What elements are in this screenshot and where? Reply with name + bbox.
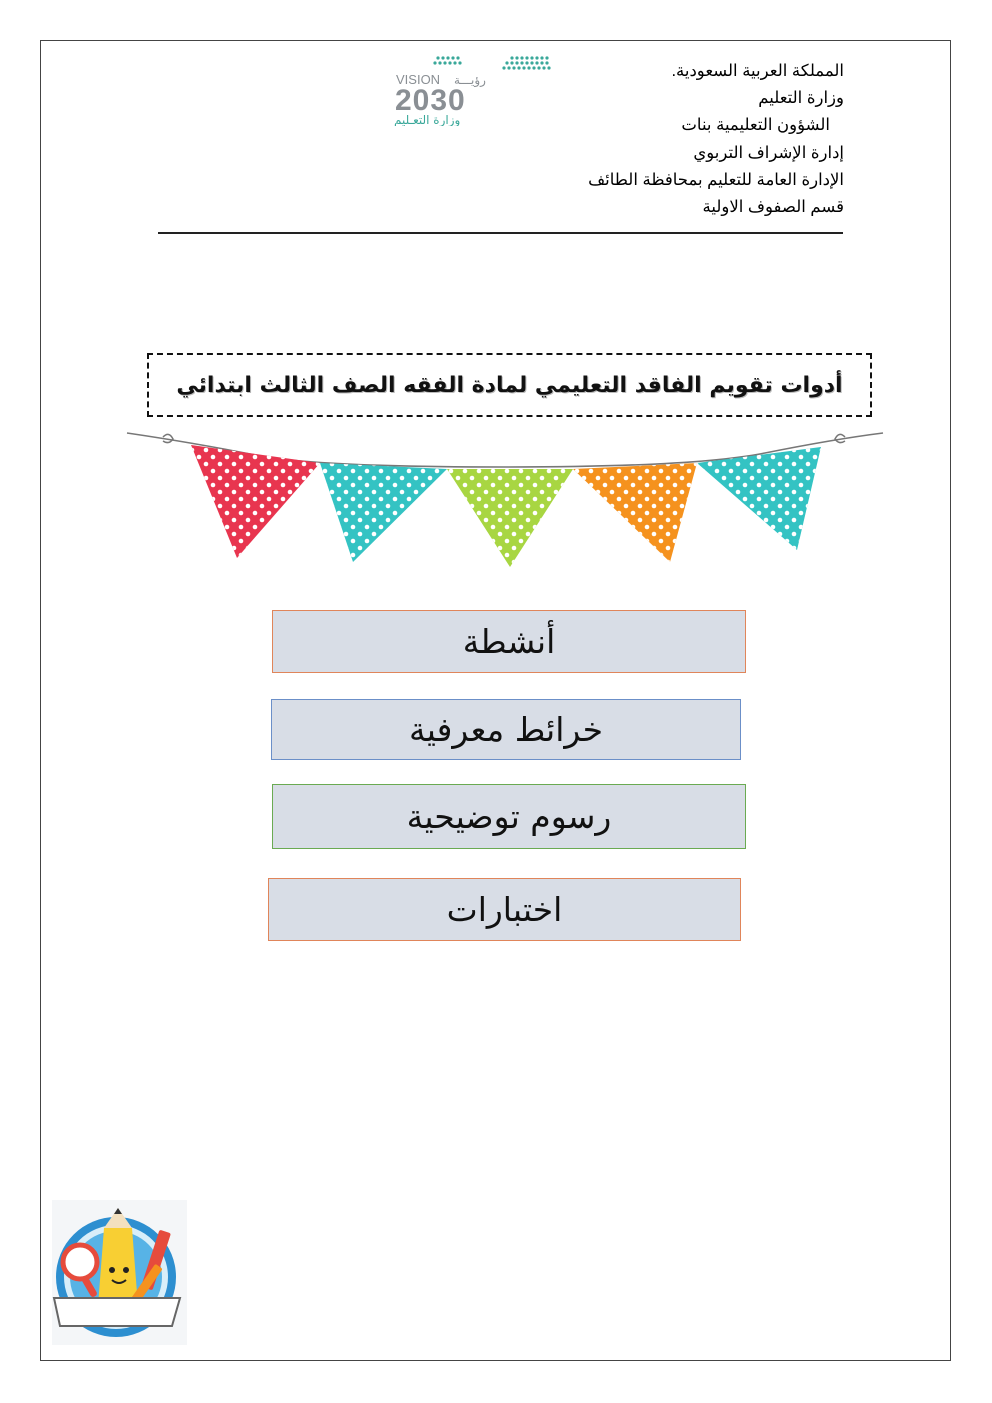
logo-ministry-ar: وزارة التعـليم bbox=[394, 113, 461, 126]
header-divider bbox=[158, 232, 843, 234]
header-line-directorate: الإدارة العامة للتعليم بمحافظة الطائف bbox=[588, 170, 844, 189]
header-block bbox=[544, 58, 844, 221]
header-line-department: قسم الصفوف الاولية bbox=[702, 198, 844, 217]
header-line-affairs: الشؤون التعليمية بنات bbox=[681, 116, 830, 135]
tool-illustrations-box bbox=[272, 784, 746, 849]
page-title: أدوات تقويم الفاقد التعليمي لمادة الفقه الصف الثالث ابتدائي bbox=[176, 372, 843, 398]
school-supplies-badge-icon bbox=[52, 1200, 187, 1345]
title-frame bbox=[147, 353, 872, 417]
tool-tests-box bbox=[268, 878, 741, 941]
logo-year: 2030 bbox=[395, 84, 466, 117]
header-line-country: المملكة العربية السعودية. bbox=[671, 62, 844, 80]
tool-concept-maps-box bbox=[271, 699, 741, 760]
flag-4 bbox=[573, 463, 697, 562]
flag-5 bbox=[697, 447, 821, 550]
tool-concept-maps-label: خرائط معرفية bbox=[409, 710, 604, 749]
header-line-supervision: إدارة الإشراف التربوي bbox=[693, 143, 844, 162]
logo-vision-en: VISION bbox=[396, 72, 441, 87]
tool-illustrations-label: رسوم توضيحية bbox=[406, 797, 612, 836]
tool-activities-label: أنشطة bbox=[462, 622, 556, 661]
flag-1 bbox=[191, 445, 320, 558]
tool-tests-label: اختبارات bbox=[446, 890, 563, 929]
vision-2030-logo bbox=[392, 52, 554, 126]
tool-activities-box bbox=[272, 610, 746, 673]
flag-2 bbox=[320, 463, 447, 562]
pennant-banner-icon bbox=[125, 425, 885, 570]
logo-vision-ar: رؤيـــة bbox=[454, 73, 486, 87]
header-line-ministry: وزارة التعليم bbox=[758, 89, 844, 108]
flag-3 bbox=[447, 469, 573, 567]
